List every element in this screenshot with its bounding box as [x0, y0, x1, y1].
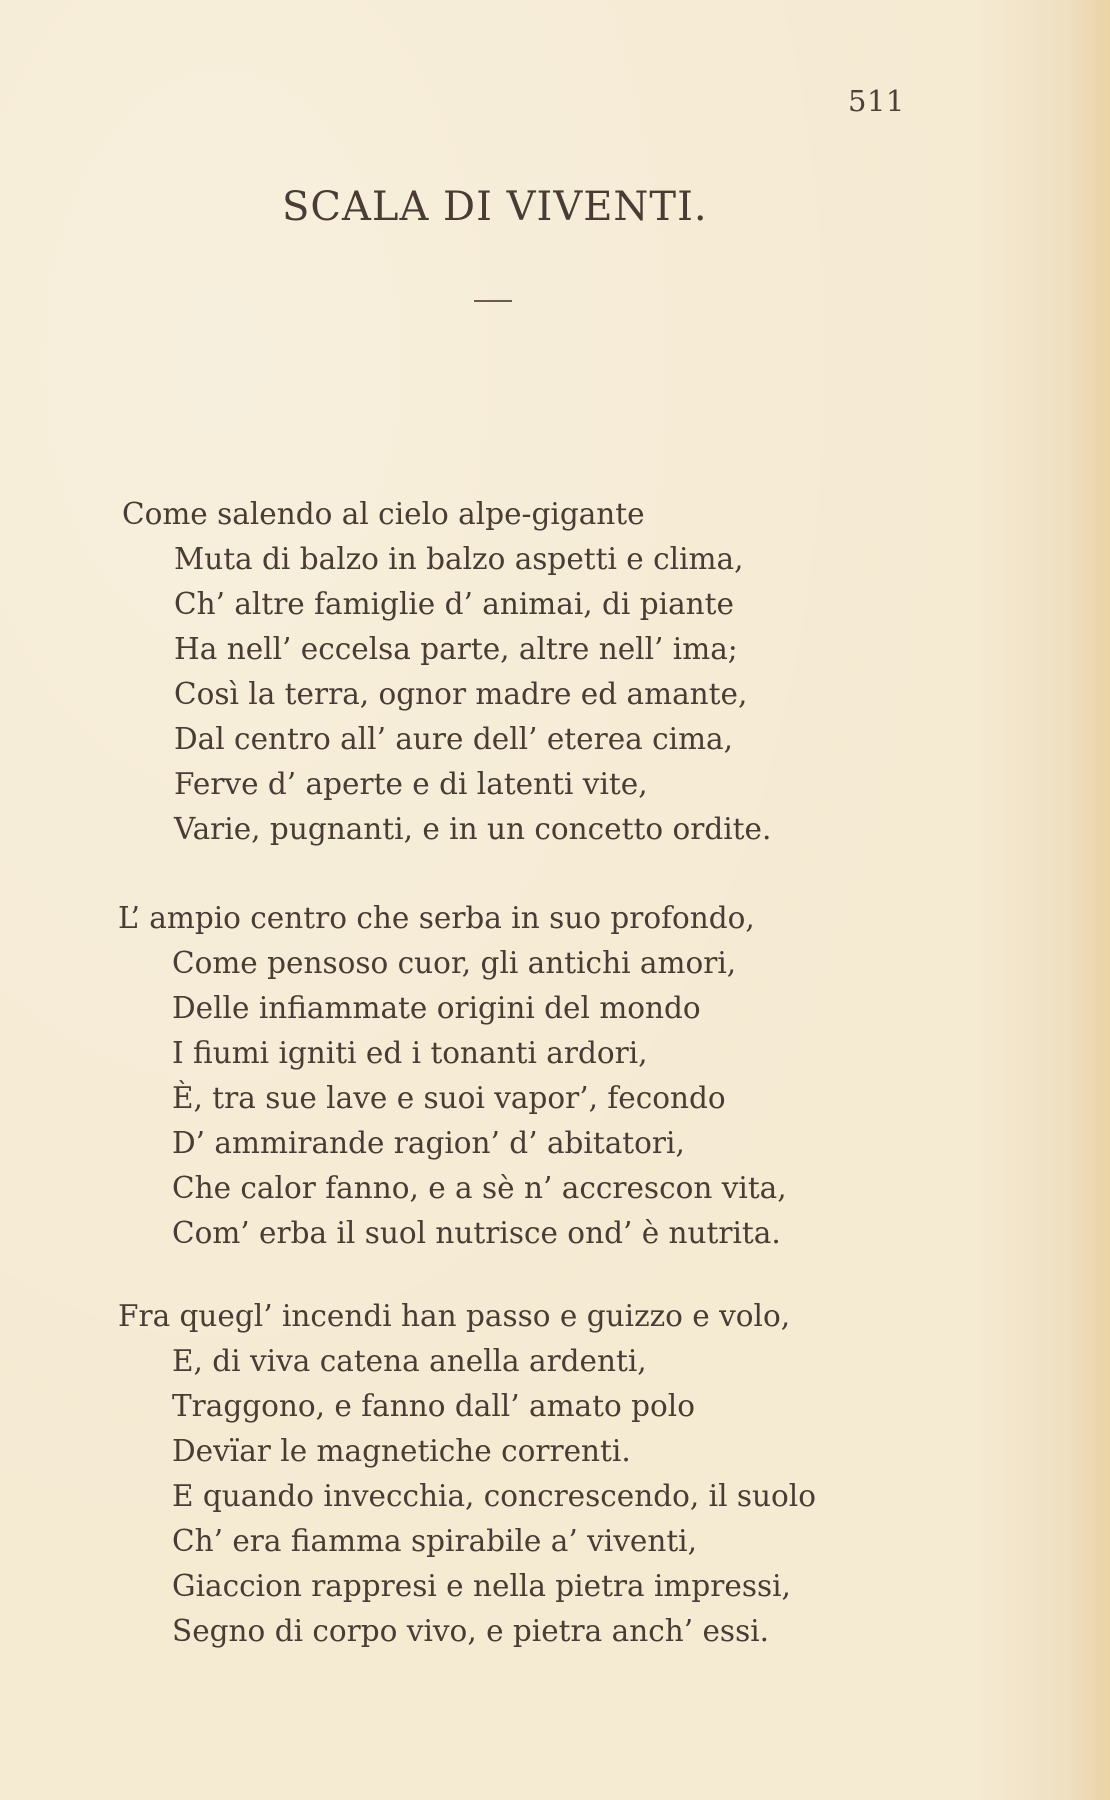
- page-edge-shadow: [1070, 0, 1110, 1800]
- verse-line: È, tra sue lave e suoi vapor’, fecondo: [172, 1081, 726, 1115]
- page-number: 511: [848, 84, 905, 118]
- verse-line: Giaccion rappresi e nella pietra impressi,: [172, 1569, 791, 1603]
- verse-line: Ch’ era fiamma spirabile a’ viventi,: [172, 1524, 697, 1558]
- verse-line: E, di viva catena anella ardenti,: [172, 1344, 647, 1378]
- verse-line: E quando invecchia, concrescendo, il suolo: [172, 1479, 817, 1513]
- verse-line: Ferve d’ aperte e di latenti vite,: [174, 767, 648, 801]
- title-divider: [474, 300, 512, 302]
- verse-line: Che calor fanno, e a sè n’ accrescon vita,: [172, 1171, 787, 1205]
- verse-line: Devïar le magnetiche correnti.: [172, 1434, 631, 1468]
- verse-line: Segno di corpo vivo, e pietra anch’ essi.: [172, 1614, 770, 1648]
- verse-line: Traggono, e fanno dall’ amato polo: [172, 1389, 695, 1423]
- verse-line: Fra quegl’ incendi han passo e guizzo e volo,: [118, 1299, 791, 1333]
- verse-line: L’ ampio centro che serba in suo profondo,: [118, 901, 755, 935]
- verse-line: Così la terra, ognor madre ed amante,: [174, 677, 748, 711]
- verse-line: Ha nell’ eccelsa parte, altre nell’ ima;: [174, 632, 738, 666]
- verse-line: Ch’ altre famiglie d’ animai, di piante: [174, 587, 734, 621]
- verse-line: Varie, pugnanti, e in un concetto ordite.: [174, 812, 772, 846]
- verse-line: Come salendo al cielo alpe-gigante: [122, 497, 645, 531]
- verse-line: Delle infiammate origini del mondo: [172, 991, 701, 1025]
- verse-line: I fiumi igniti ed i tonanti ardori,: [172, 1036, 648, 1070]
- verse-line: Come pensoso cuor, gli antichi amori,: [172, 946, 737, 980]
- verse-line: Muta di balzo in balzo aspetti e clima,: [174, 542, 744, 576]
- verse-line: D’ ammirande ragion’ d’ abitatori,: [172, 1126, 685, 1160]
- verse-line: Com’ erba il suol nutrisce ond’ è nutrita.: [172, 1216, 781, 1250]
- verse-line: Dal centro all’ aure dell’ eterea cima,: [174, 722, 734, 756]
- poem-title: SCALA DI VIVENTI.: [282, 184, 708, 230]
